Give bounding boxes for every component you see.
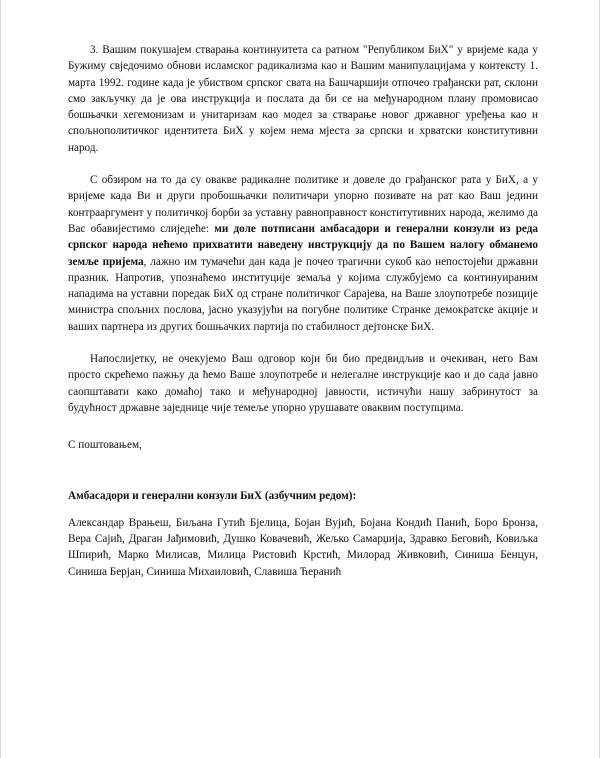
paragraph-4 (68, 172, 538, 335)
closing-salutation: С поштовањем, (68, 439, 142, 452)
paragraph-4-bold: ми доле потписани амбасадори и генерални конзули из реда српског народа нећемо прихватити наведену инструкцију да по Вашем налогу обманемо земље пријема (68, 222, 538, 268)
paragraph-4-start: С обзиром на то да су овакве радикалне политике и довеле до грађанског рата у БиХ, а у вријеме када Ви и други пробошњачки политичари упорно позивате на рат као Ваш једини контрааргумент у политичкој борби за уставну равноправност конститутивних народа, желимо да Вас обавијестимо слиједеће: (68, 174, 538, 235)
letter-body (68, 42, 538, 580)
signatories-list: Александар Врањеш, Биљана Гутић Бјелица, Бојан Вујић, Бојана Кондић Панић, Боро Бронза, Вера Сајић, Драган Јађимовић, Душко Ковачевић, Жељко Самарџија, Здравко Беговић, Ковиљка Шпирић, Марко Милисав, Милица Ристовић Крстић, Милорад Живковић, Синиша Бенцун, Синиша Берјан, Синиша Михаиловић, Славиша Ћеранић (68, 516, 538, 578)
paragraph-3: 3. Вашим покушајем стварања континуитета са ратном "Републиком БиХ" у вријеме када у Бужиму свједочимо обнови исламског радикализма као и Вашим манипулацијама у контексту 1. марта 1992. године када је убиством српског свата на Башчаршији отпочео грађански рат, склони смо закључку да је ова инструкција и послата да би се на међународном плану промовисао бошњачки хегемонизам и унитаризам као модел за стварање новог државног уређења као и спољнополитичког идентитета БиХ у којем нема мјеста за српски и хрватски конститутивни народ. (68, 44, 538, 154)
paragraph-5: Напослијетку, не очекујемо Ваш одговор који би био предвидљив и очекиван, него Вам просто скрећемо пажњу да ћемо Ваше злоупотребе и нелегалне инструкције као и до сада јавно саопштавати како домаћој тако и међународној јавности, истичући нашу забринутост за будућност државне заједнице чије темеље упорно урушавате оваквим поступцима. (68, 353, 538, 414)
signatories-heading (68, 488, 538, 504)
signatories-heading-text: Амбасадори и генерални конзули БиХ (азбучним редом): (68, 489, 357, 502)
paragraph-4-end: , лажно им тумачећи дан када је почео трагични сукоб као непостојећи државни празник. Напротив, упознаћемо институције земаља у којима службујемо са континуираним нападима на уставни поредак БиХ од стране политичког Сарајева, на Ваше злоупотребе позиције министра спољних послова, јасно указујући на погубне политике Странке демократске акције и ваших партнера из других бошњачких партија по стабилност дејтонске БиХ. (68, 255, 538, 333)
